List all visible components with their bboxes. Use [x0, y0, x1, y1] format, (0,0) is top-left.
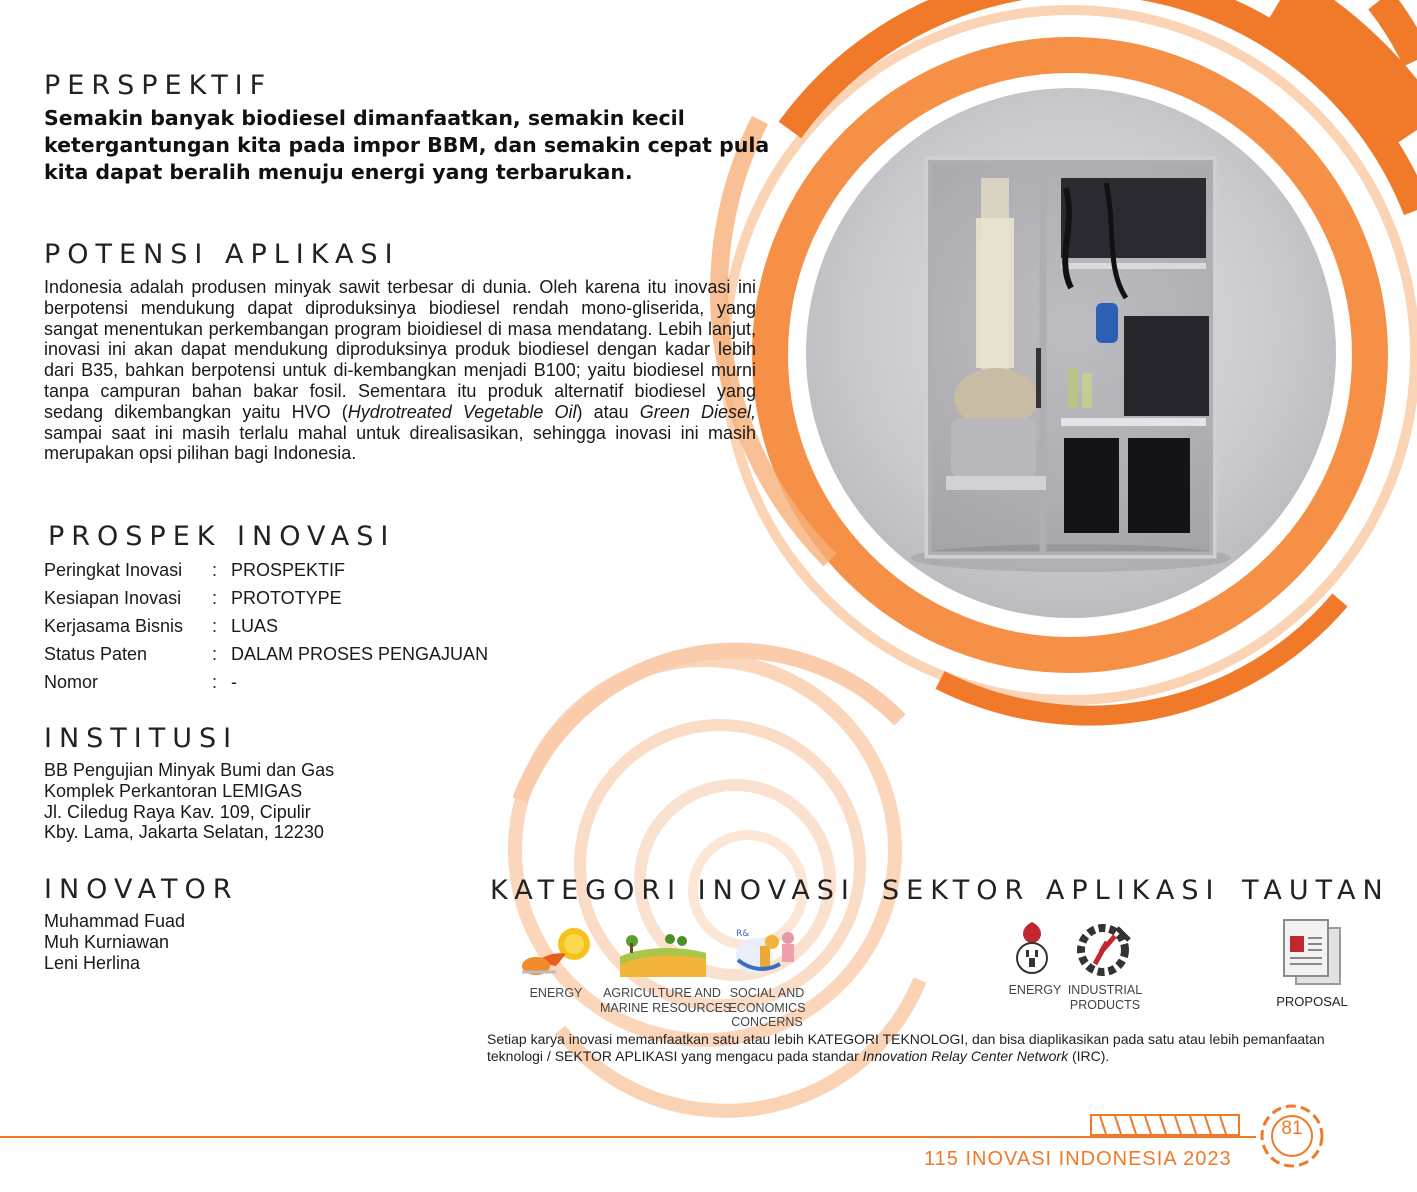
prospek-heading: PROSPEK INOVASI: [48, 521, 396, 552]
prospek-colon: :: [212, 559, 218, 580]
prospek-value: LUAS: [231, 615, 279, 636]
industrial-gear-icon: [1073, 920, 1135, 976]
inovator-name: Leni Herlina: [44, 952, 141, 973]
inovator-name: Muhammad Fuad: [44, 911, 186, 931]
kategori-label-social: SOCIAL AND ECONOMICS CONCERNS: [728, 986, 806, 1029]
prospek-row: [44, 556, 488, 584]
category-note: Setiap karya inovasi memanfaatkan satu atau lebih KATEGORI TEKNOLOGI, dan bisa diaplikasikan pada satu atau lebih pemanfaatan teknologi / SEKTOR APLIKASI yang mengacu pada standar Innovation Relay Center Network (IRC).: [487, 1031, 1325, 1064]
prospek-row: [44, 612, 488, 640]
sektor-label-energy: ENERGY: [1008, 983, 1062, 997]
energy-plug-icon: [1012, 920, 1052, 976]
prospek-value: DALAM PROSES PENGAJUAN: [231, 644, 489, 665]
prospek-label: Nomor: [44, 672, 99, 693]
prospek-row: [44, 641, 488, 669]
social-economics-icon: [732, 926, 804, 978]
inovator-name: Muh Kurniawan: [44, 931, 170, 952]
prospek-colon: :: [212, 672, 218, 693]
perspektif-lead: Semakin banyak biodiesel dimanfaatkan, semakin kecil ketergantungan kita pada impor BBM, dan semakin cepat pula kita dapat beralih menuju energi yang terbarukan.: [44, 106, 770, 184]
institusi-line: Komplek Perkantoran LEMIGAS: [44, 780, 303, 801]
kategori-label-energy: ENERGY: [529, 986, 583, 1000]
prospek-row: [44, 584, 488, 612]
prospek-row: [44, 669, 488, 697]
proposal-link[interactable]: PROPOSAL: [1276, 994, 1348, 1009]
prospek-table: [44, 556, 488, 697]
tautan-heading: TAUTAN: [1242, 875, 1390, 906]
proposal-document-icon[interactable]: [1282, 918, 1344, 988]
potensi-paragraph: Indonesia adalah produsen minyak sawit terbesar di dunia. Oleh karena itu inovasi ini berpotensi mendukung dapat diproduksinya biodiesel rendah mono-gliserida, yang sangat menentukan perkembangan program bioidiesel di masa mendatang. Lebih lanjut, inovasi ini akan dapat mendukung diproduksinya produk biodiesel dengan kadar lebih dari B35, bahkan berpotensi untuk di-kembangkan menjadi B100; yaitu biodiesel murni tanpa campuran bahan bakar fosil. Sementara itu produk alternatif biodiesel yang sedang dikembangkan yaitu HVO (Hydrotreated Vegetable Oil) atau Green Diesel, sampai saat ini masih terlalu mahal untuk direalisasikan, sehingga inovasi ini masih merupakan opsi pilihan bagi Indonesia.: [44, 277, 756, 464]
prospek-colon: :: [212, 644, 218, 665]
biodiesel-reactor-illustration: [806, 88, 1336, 618]
inovator-heading: INOVATOR: [44, 874, 239, 905]
institusi-address: [44, 760, 464, 843]
institusi-line: Jl. Ciledug Raya Kav. 109, Cipulir: [44, 801, 311, 822]
prospek-label: Status Paten: [44, 644, 148, 665]
prospek-value: PROTOTYPE: [231, 587, 342, 608]
prospek-label: Peringkat Inovasi: [44, 559, 183, 580]
institusi-line: BB Pengujian Minyak Bumi dan Gas: [44, 760, 335, 780]
institusi-heading: INSTITUSI: [44, 723, 239, 754]
page-number: 81: [1281, 1118, 1303, 1139]
prospek-label: Kerjasama Bisnis: [44, 615, 184, 636]
footer-stripes-decoration: [1090, 1114, 1240, 1136]
prospek-colon: :: [212, 587, 218, 608]
svg-text:R&: R&: [736, 929, 750, 939]
energy-sun-icon: [516, 924, 594, 982]
footer-title: 115 INOVASI INDONESIA 2023: [924, 1148, 1232, 1170]
product-photo: [806, 88, 1336, 618]
prospek-value: PROSPEKTIF: [231, 559, 346, 580]
sektor-label-industrial: INDUSTRIAL PRODUCTS: [1067, 983, 1143, 1012]
agriculture-field-icon: [618, 927, 708, 979]
potensi-heading: POTENSI APLIKASI: [44, 239, 400, 270]
prospek-label: Kesiapan Inovasi: [44, 587, 182, 608]
prospek-value: -: [231, 672, 237, 693]
perspektif-heading: PERSPEKTIF: [44, 70, 273, 101]
prospek-colon: :: [212, 615, 218, 636]
footer-divider: [0, 1136, 1256, 1138]
inovator-list: [44, 911, 344, 973]
kategori-label-agriculture: AGRICULTURE AND MARINE RESOURCES: [600, 986, 732, 1015]
institusi-line: Kby. Lama, Jakarta Selatan, 12230: [44, 822, 324, 843]
kategori-heading: KATEGORI INOVASI: [490, 875, 856, 906]
sektor-heading: SEKTOR APLIKASI: [882, 875, 1221, 906]
